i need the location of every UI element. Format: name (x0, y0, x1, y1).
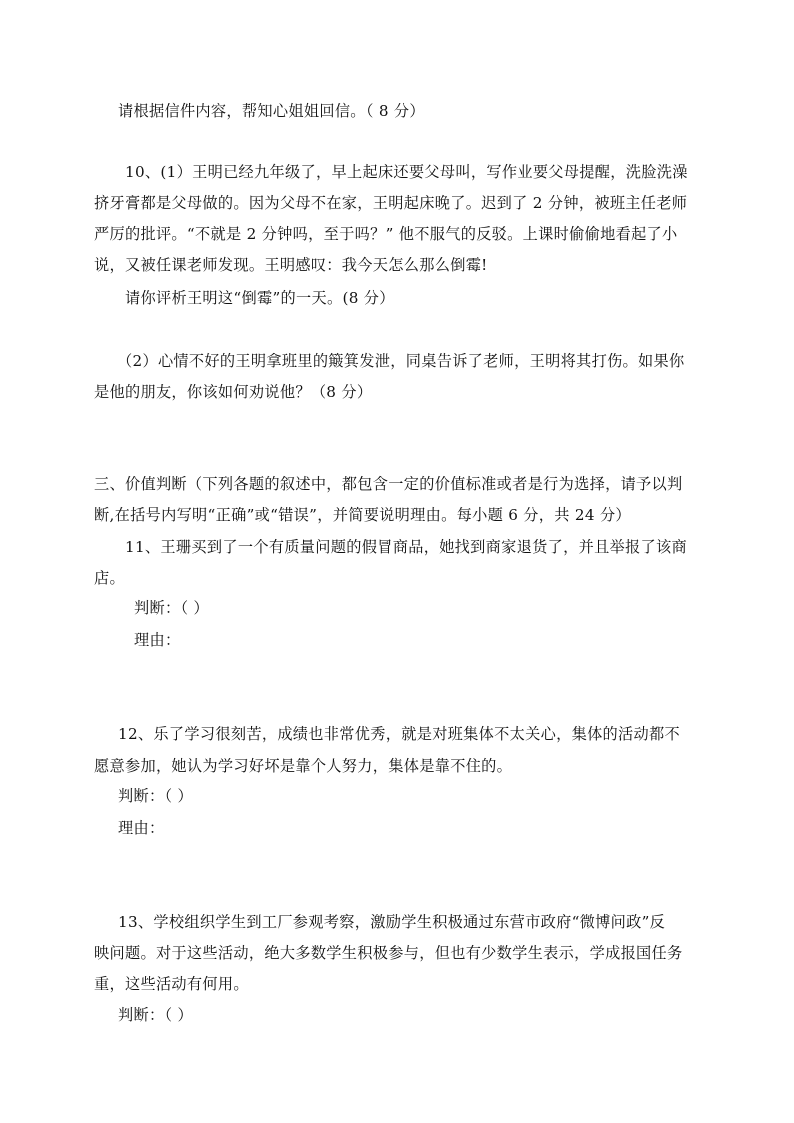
q11-text-line-2: 店。 (94, 569, 125, 587)
q12-text-line-1: 12、乐了学习很刻苦，成绩也非常优秀，就是对班集体不太关心，集体的活动都不 (118, 725, 680, 743)
q12-text-line-2: 愿意参加，她认为学习好坏是靠个人努力，集体是靠不住的。 (94, 757, 513, 775)
q13-judge: 判断：（ ） (118, 1006, 193, 1024)
q10-part1-prompt: 请你评析王明这“倒霉”的一天。(8 分） (125, 289, 395, 307)
q12-reason: 理由： (118, 819, 165, 837)
q10-part1-line-4: 说，又被任课老师发现。王明感叹：我今天怎么那么倒霉! (94, 256, 488, 274)
q10-part1-line-1: 10、(1）王明已经九年级了，早上起床还要父母叫，写作业要父母提醒，洗脸洗澡 (125, 163, 688, 181)
q10-part2-line-1: （2）心情不好的王明拿班里的簸箕发泄，同桌告诉了老师，王明将其打伤。如果你 (117, 352, 685, 370)
q10-part1-line-3: 严厉的批评。“不就是 2 分钟吗，至于吗？” 他不服气的反驳。上课时偷偷地看起了小 (94, 225, 678, 243)
q11-judge: 判断：（ ） (134, 599, 209, 617)
reply-letter-instruction: 请根据信件内容，帮知心姐姐回信。（ 8 分） (118, 102, 425, 120)
q11-text-line-1: 11、王珊买到了一个有质量问题的假冒商品，她找到商家退货了，并且举报了该商 (125, 538, 687, 556)
q12-judge: 判断：（ ） (118, 787, 193, 805)
q10-part2-line-2: 是他的朋友，你该如何劝说他？（8 分） (94, 383, 373, 401)
q13-text-line-3: 重，这些活动有何用。 (94, 975, 249, 993)
q11-reason: 理由： (134, 631, 181, 649)
q10-part1-line-2: 挤牙膏都是父母做的。因为父母不在家，王明起床晚了。迟到了 2 分钟，被班主任老师 (94, 194, 688, 212)
q13-text-line-2: 映问题。对于这些活动，绝大多数学生积极参与，但也有少数学生表示，学成报国任务 (94, 944, 683, 962)
q13-text-line-1: 13、学校组织学生到工厂参观考察，激励学生积极通过东营市政府“微博问政”反 (118, 913, 666, 931)
section3-heading-line-1: 三、价值判断（下列各题的叙述中，都包含一定的价值标准或者是行为选择，请予以判 (94, 475, 683, 493)
section3-heading-line-2: 断,在括号内写明“正确”或“错误”，并简要说明理由。每小题 6 分，共 24 分） (94, 506, 631, 524)
